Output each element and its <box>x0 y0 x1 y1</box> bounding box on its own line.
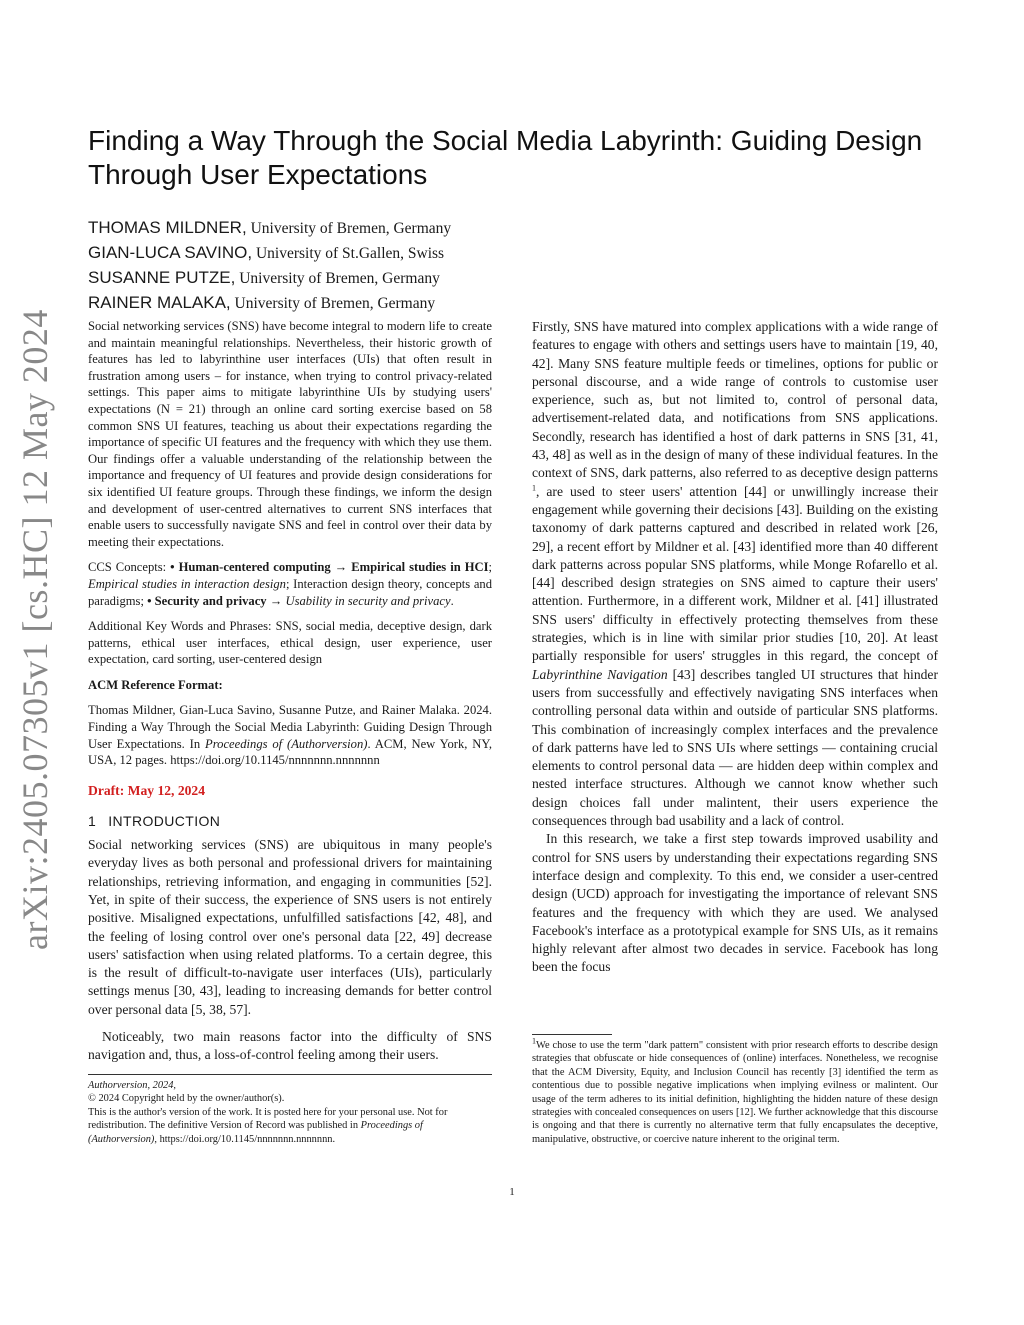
page-number: 1 <box>509 1186 515 1198</box>
section-heading-introduction: 1 INTRODUCTION <box>88 813 221 830</box>
author-affiliation: University of Bremen, Germany <box>239 270 440 287</box>
author-entry <box>88 291 548 316</box>
dark-pattern-footnote: $^1$We chose to use the term "dark pattern" consistent with prior research efforts to describe design strategies that obfuscate or hide consequences of (online) interfaces. Nonetheless, we recognise that the ACM Diversity, Equity, and Inclusion Council has recently [3] identified the term as contentious due to possible negative implications when implying evilness or malintent. Our usage of the term adheres to its initial definition, highlighting the hidden nature of these design strategies with concealed consequences on users [12]. We further acknowledge that this discourse is ongoing and that there is currently no alternative term that fully encapsulates the deceptive, manipulative, obstructive, or coercive nature inherent to the original term. <box>532 1034 938 1146</box>
author-list <box>88 216 548 316</box>
keywords: Additional Key Words and Phrases: SNS, social media, deceptive design, dark patterns, ethical user interfaces, ethical design, user experience, user expectation, card sorting, user-centered design <box>88 619 492 667</box>
footnote-marker: 1 <box>532 483 536 493</box>
acm-reference-heading: ACM Reference Format: <box>88 677 223 692</box>
intro-paragraph: Social networking services (SNS) are ubiquitous in many people's everyday lives as both personal and professional drivers for maintaining relationships, retrieving information, and engaging in communities [52]. Yet, in spite of their success, the experience of SNS users is not entirely positive. Misaligned expectations, unfulfilled satisfactions [42, 48], and the feeling of losing control over one's personal data [22, 49] decrease users' satisfaction when using related platforms. To a certain degree, this is the result of difficult-to-navigate user interfaces (UIs), particularly settings menus [30, 43], leading to increasing demands for better control over personal data [5, 38, 57]. <box>88 837 492 1017</box>
author-name: SUSANNE PUTZE, <box>88 268 236 287</box>
acm-reference: Thomas Mildner, Gian-Luca Savino, Susanne Putze, and Rainer Malaka. 2024. Finding a Way Through the Social Media Labyrinth: Guiding Design Through User Expectations. In Proceedings of (Authorversion). ACM, New York, NY, USA, 12 pages. https://doi.org/10.1145/nnnnnnn.nnnnnnn <box>88 703 492 768</box>
author-affiliation: University of St.Gallen, Swiss <box>255 245 445 262</box>
author-name: THOMAS MILDNER, <box>88 218 247 237</box>
author-name: RAINER MALAKA, <box>88 293 231 312</box>
author-affiliation: University of Bremen, Germany <box>250 220 452 237</box>
author-name: GIAN-LUCA SAVINO, <box>88 243 253 262</box>
footnote-rule <box>532 1034 612 1035</box>
arxiv-identifier: arXiv:2405.07305v1 [cs.HC] 12 May 2024 <box>15 309 55 950</box>
author-entry <box>88 216 548 241</box>
left-column <box>88 318 492 1074</box>
draft-date: Draft: May 12, 2024 <box>88 782 206 798</box>
right-column <box>532 318 938 977</box>
copyright-footnote: Authorversion, 2024, © 2024 Copyright held by the owner/author(s). This is the author's version of the work. It is posted here for your personal use. Not for redistribution. The definitive Version of Record was published in Proceedings of (Authorversion), https://doi.org/10.1145/nnnnnnn.nnnnnnn. <box>88 1074 492 1146</box>
abstract: Social networking services (SNS) have become integral to modern life to create and maintain meaningful relationships. Nevertheless, their historic growth of features has led to labyrinthine user interfaces (UIs) that often result in frustration among users – for instance, when trying to control privacy-related settings. This paper aims to mitigate labyrinthine UIs by studying users' expectations (N = 21) through an online card sorting exercise based on 58 common SNS UI features, teaching us about their expectations regarding the importance of specific UI features and the frequency with which they use them. Our findings offer a valuable understanding of the relationship between the importance and frequency of UI features and provide design considerations for six identified UI feature groups. Through these findings, we inform the design and development of user-centred alternatives to current SNS interfaces that enable users to successfully navigate SNS and feel in control over their data by meeting their expectations. <box>88 319 492 549</box>
author-entry <box>88 241 548 266</box>
author-entry <box>88 266 548 291</box>
paper-title: Finding a Way Through the Social Media Labyrinth: Guiding Design Through User Expectations <box>88 125 923 190</box>
ccs-concepts: CCS Concepts: • Human-centered computing → Empirical studies in HCI; Empirical studies in interaction design; Interaction design theory, concepts and paradigms; • Security and privacy → Usability in security and privacy. <box>88 560 493 608</box>
body-paragraph: Firstly, SNS have matured into complex applications with a wide range of features to engage with others and settings users have to maintain [19, 40, 42]. Many SNS feature multiple feeds or timelines, options for public or personal discourse, and a wide range of controls to customise user experience, such as, but not limited to, control of personal data, advertisement-related data, and notifications from SNS applications. Secondly, research has identified a host of dark patterns in SNS [31, 41, 43, 48] as well as in the design of many of these individual features. In the context of SNS, dark patterns, also referred to as deceptive design patterns $^1$, are used to steer users' attention [44] or unwillingly increase their engagement while governing their decisions [43]. Building on the existing taxonomy of dark patterns captured and described in related work [26, 29], a recent effort by Mildner et al. [43] identified more than 40 different dark patterns across popular SNS platforms, while Monge Rofarello et al. [44] described design strategies on SNS aimed to capture their users' attention. Furthermore, in a different work, Mildner et al. [41] illustrated SNS users' difficulty in effectively protecting themselves from these strategies, which is in line with similar prior studies [10, 20]. At least partially responsible for users' struggles in this regard, the concept of Labyrinthine Navigation [43] describes tangled UI structures that hinder users from successfully and effectively navigating SNS interfaces when controlling personal data within and outside of particular SNS platforms. This combination of increasingly complex interfaces and the prevalence of dark patterns have led to SNS UIs where settings — containing crucial elements to control personal data — are hidden deep within complex and nested interface structures. Although we cannot know whether such design choices fall under malintent, their users experience the consequences through bad usability and a lack of control. <box>532 319 938 829</box>
body-paragraph: In this research, we take a first step towards improved usability and control for SNS users by understanding their expectations regarding SNS interface design and complexity. To this end, we consider a user-centred design (UCD) approach for investigating the importance of relevant SNS features and the frequency with which they are used. We analysed Facebook's interface as a prototypical example for SNS UIs, as it remains highly relevant after almost two decades in service. Facebook has long been the focus <box>532 831 938 975</box>
intro-paragraph: Noticeably, two main reasons factor into the difficulty of SNS navigation and, thus, a loss-of-control feeling among their users. <box>88 1029 492 1063</box>
author-affiliation: University of Bremen, Germany <box>234 295 436 312</box>
